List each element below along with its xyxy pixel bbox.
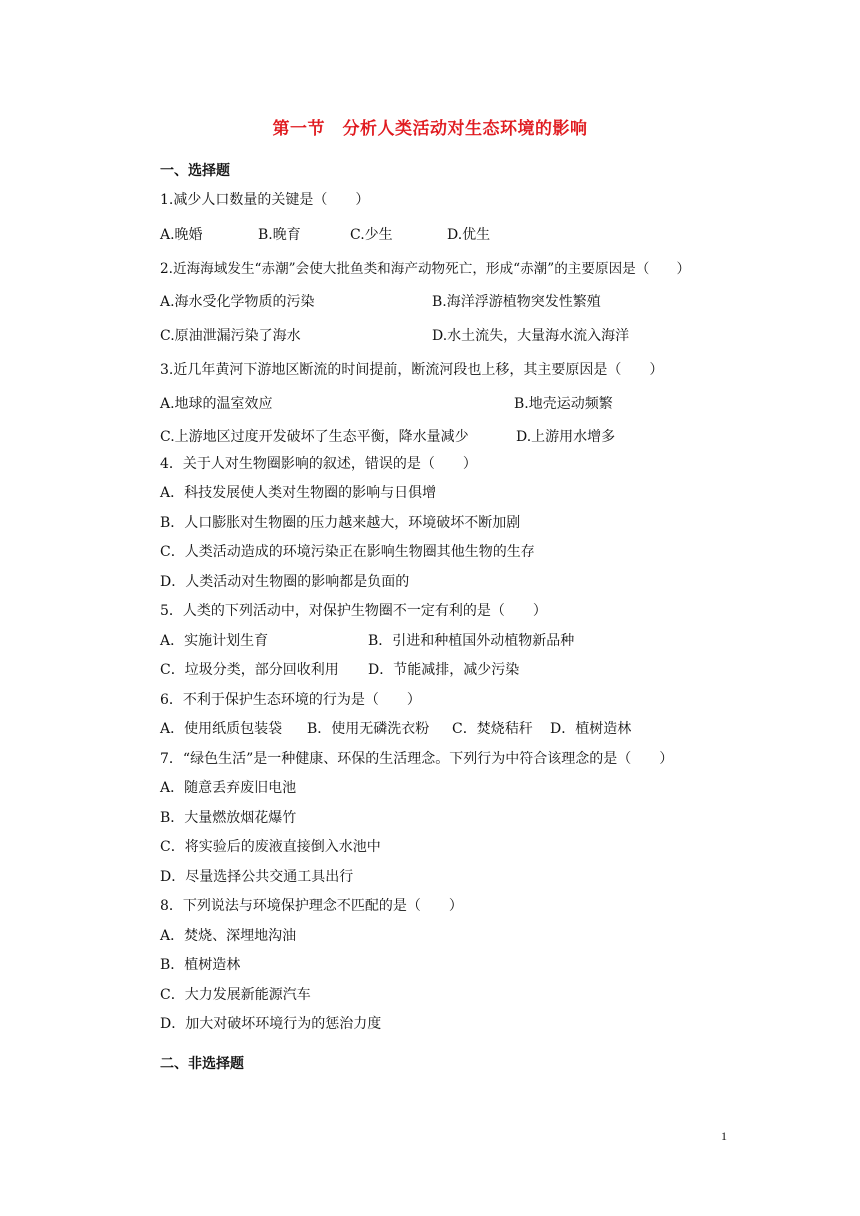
- question-2-option-c: C.原油泄漏污染了海水: [160, 328, 301, 344]
- question-6-option-a: A．使用纸质包装袋: [160, 721, 283, 737]
- question-7-option-d: D．尽量选择公共交通工具出行: [160, 869, 354, 885]
- question-7-option-a: A．随意丢弃废旧电池: [160, 780, 297, 796]
- question-2-option-a: A.海水受化学物质的污染: [160, 294, 315, 310]
- question-3-option-b: B.地壳运动频繁: [514, 396, 613, 412]
- question-8-stem: 8．下列说法与环境保护理念不匹配的是（ ）: [160, 898, 463, 914]
- question-4-option-a: A．科技发展使人类对生物圈的影响与日俱增: [160, 485, 437, 501]
- question-3-stem: 3.近几年黄河下游地区断流的时间提前，断流河段也上移，其主要原因是（ ）: [160, 362, 664, 378]
- question-3-option-d: D.上游用水增多: [516, 429, 616, 445]
- question-7-option-c: C．将实验后的废液直接倒入水池中: [160, 839, 381, 855]
- question-2-stem: 2.近海海域发生“赤潮”会使大批鱼类和海产动物死亡，形成“赤潮”的主要原因是（ ）: [160, 261, 691, 277]
- question-8-option-a: A．焚烧、深埋地沟油: [160, 928, 297, 944]
- question-8-option-c: C．大力发展新能源汽车: [160, 987, 311, 1003]
- question-6-option-d: D．植树造林: [550, 721, 632, 737]
- question-2-option-b: B.海洋浮游植物突发性繁殖: [432, 294, 601, 310]
- page-number: 1: [721, 1129, 727, 1143]
- question-2-option-d: D.水土流失，大量海水流入海洋: [432, 328, 630, 344]
- question-4-option-d: D．人类活动对生物圈的影响都是负面的: [160, 574, 410, 590]
- question-8-option-d: D．加大对破坏环境行为的惩治力度: [160, 1016, 382, 1032]
- question-3-option-c: C.上游地区过度开发破坏了生态平衡，降水量减少: [160, 429, 469, 445]
- question-5-option-d: D．节能减排，减少污染: [368, 662, 520, 678]
- question-6-stem: 6．不利于保护生态环境的行为是（ ）: [160, 692, 421, 708]
- question-6-option-c: C．焚烧秸秆: [452, 721, 533, 737]
- question-6-option-b: B．使用无磷洗衣粉: [307, 721, 430, 737]
- question-4-option-b: B．人口膨胀对生物圈的压力越来越大，环境破坏不断加剧: [160, 515, 521, 531]
- question-5-option-b: B．引进和种植国外动植物新品种: [368, 633, 575, 649]
- page-title: 第一节 分析人类活动对生态环境的影响: [272, 119, 588, 139]
- question-5-option-c: C．垃圾分类，部分回收利用: [160, 662, 339, 678]
- question-7-option-b: B．大量燃放烟花爆竹: [160, 810, 297, 826]
- section-heading-nonchoice: 二、非选择题: [160, 1056, 244, 1072]
- question-4-stem: 4．关于人对生物圈影响的叙述，错误的是（ ）: [160, 456, 477, 472]
- question-1-option-a: A.晚婚: [160, 227, 203, 243]
- question-1-stem: 1.减少人口数量的关键是（ ）: [160, 192, 370, 208]
- question-5-option-a: A．实施计划生育: [160, 633, 269, 649]
- question-8-option-b: B．植树造林: [160, 957, 241, 973]
- question-4-option-c: C．人类活动造成的环境污染正在影响生物圈其他生物的生存: [160, 544, 535, 560]
- question-1-option-d: D.优生: [447, 227, 491, 243]
- question-3-option-a: A.地球的温室效应: [160, 396, 273, 412]
- question-7-stem: 7．“绿色生活”是一种健康、环保的生活理念。下列行为中符合该理念的是（ ）: [160, 751, 674, 767]
- question-1-option-c: C.少生: [350, 227, 393, 243]
- section-heading-choice: 一、选择题: [160, 163, 230, 179]
- question-5-stem: 5．人类的下列活动中，对保护生物圈不一定有利的是（ ）: [160, 603, 547, 619]
- question-1-option-b: B.晚育: [258, 227, 301, 243]
